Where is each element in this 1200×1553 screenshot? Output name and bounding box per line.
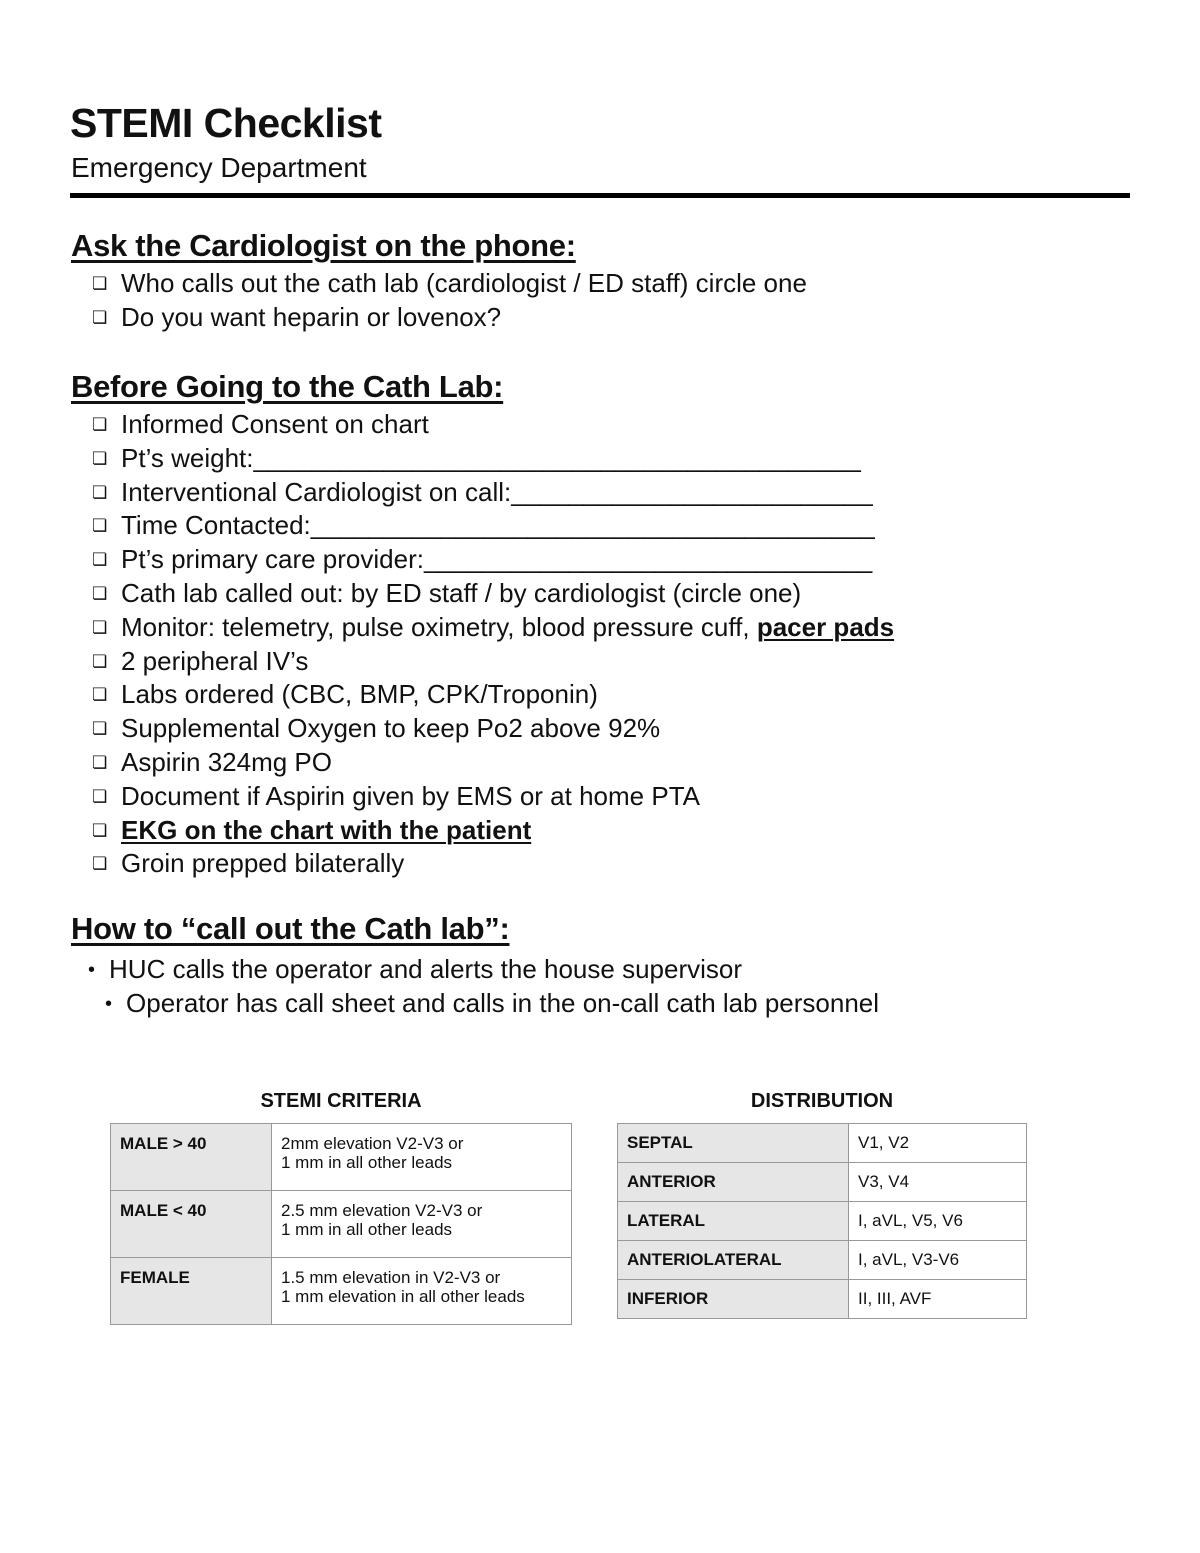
checklist-item: ❏ 2 peripheral IV’s <box>92 645 894 679</box>
checkbox-icon[interactable]: ❏ <box>92 550 108 570</box>
before-cath-lab-checklist <box>92 408 894 881</box>
checkbox-icon[interactable]: ❏ <box>92 719 108 739</box>
checklist-item: ❏ Pt’s weight:__________________________________________ <box>92 442 894 476</box>
table-row <box>618 1202 1027 1241</box>
stemi-criteria-caption: STEMI CRITERIA <box>260 1090 422 1112</box>
checklist-item: ❏ Groin prepped bilaterally <box>92 847 894 881</box>
bullet-item: • Operator has call sheet and calls in the on-call cath lab personnel <box>105 986 879 1020</box>
criteria-value: 2mm elevation V2-V3 or 1 mm in all other leads <box>272 1124 572 1191</box>
header-divider <box>70 193 1130 198</box>
distribution-label: SEPTAL <box>618 1124 849 1163</box>
checklist-item: ❏ Pt’s primary care provider:_______________________________ <box>92 543 894 577</box>
checklist-item: ❏ Time Contacted:_______________________________________ <box>92 509 894 543</box>
checkbox-icon[interactable]: ❏ <box>92 752 108 772</box>
distribution-label: ANTERIOLATERAL <box>618 1241 849 1280</box>
bullet-icon: • <box>88 959 96 981</box>
table-row <box>618 1241 1027 1280</box>
distribution-label: LATERAL <box>618 1202 849 1241</box>
call-out-sub-bullets <box>105 986 879 1020</box>
table-row <box>618 1163 1027 1202</box>
checklist-item: ❏ Interventional Cardiologist on call:_________________________ <box>92 476 894 510</box>
cardiologist-checklist <box>92 267 807 335</box>
checklist-item: ❏ Aspirin 324mg PO <box>92 746 894 780</box>
checkbox-icon[interactable]: ❏ <box>92 651 108 671</box>
checklist-item: ❏ Monitor: telemetry, pulse oximetry, blood pressure cuff, pacer pads <box>92 611 894 645</box>
checkbox-icon[interactable]: ❏ <box>92 415 108 434</box>
checkbox-icon[interactable]: ❏ <box>92 854 108 874</box>
table-row <box>111 1258 572 1325</box>
checkbox-icon[interactable]: ❏ <box>92 307 108 327</box>
distribution-value: V3, V4 <box>849 1163 1027 1202</box>
criteria-label: MALE > 40 <box>111 1124 272 1191</box>
checkbox-icon[interactable]: ❏ <box>92 820 108 840</box>
criteria-value: 2.5 mm elevation V2-V3 or 1 mm in all other leads <box>272 1191 572 1258</box>
checkbox-icon[interactable]: ❏ <box>92 482 108 502</box>
checkbox-icon[interactable]: ❏ <box>92 274 108 293</box>
distribution-table <box>617 1123 1027 1319</box>
checkbox-icon[interactable]: ❏ <box>92 617 108 637</box>
bullet-item: • HUC calls the operator and alerts the house supervisor <box>88 952 742 986</box>
table-row <box>618 1280 1027 1319</box>
table-row <box>111 1191 572 1258</box>
bullet-icon: • <box>105 993 113 1015</box>
table-row <box>111 1124 572 1191</box>
section-heading-before-cath-lab: Before Going to the Cath Lab: <box>71 369 504 404</box>
checkbox-icon[interactable]: ❏ <box>92 583 108 603</box>
page-title: STEMI Checklist <box>70 100 382 146</box>
criteria-label: MALE < 40 <box>111 1191 272 1258</box>
checklist-item: ❏ Do you want heparin or lovenox? <box>92 301 807 335</box>
checklist-item: ❏ Document if Aspirin given by EMS or at home PTA <box>92 780 894 814</box>
criteria-value: 1.5 mm elevation in V2-V3 or 1 mm elevation in all other leads <box>272 1258 572 1325</box>
checkbox-icon[interactable]: ❏ <box>92 448 108 468</box>
distribution-value: I, aVL, V5, V6 <box>849 1202 1027 1241</box>
checklist-item: ❏ Informed Consent on chart <box>92 408 894 442</box>
stemi-criteria-table <box>110 1123 572 1325</box>
checklist-item: ❏ Supplemental Oxygen to keep Po2 above 92% <box>92 712 894 746</box>
pacer-pads-emphasis: pacer pads <box>756 611 895 642</box>
checklist-item: ❏ EKG on the chart with the patient <box>92 814 894 848</box>
distribution-value: V1, V2 <box>849 1124 1027 1163</box>
checklist-item: ❏ Labs ordered (CBC, BMP, CPK/Troponin) <box>92 678 894 712</box>
distribution-caption: DISTRIBUTION <box>750 1090 894 1112</box>
distribution-label: INFERIOR <box>618 1280 849 1319</box>
section-heading-call-out: How to “call out the Cath lab”: <box>71 911 510 946</box>
distribution-value: II, III, AVF <box>849 1280 1027 1319</box>
distribution-label: ANTERIOR <box>618 1163 849 1202</box>
checklist-item: ❏ Cath lab called out: by ED staff / by cardiologist (circle one) <box>92 577 894 611</box>
section-heading-cardiologist: Ask the Cardiologist on the phone: <box>71 228 576 263</box>
call-out-bullets <box>88 952 742 986</box>
page-subtitle: Emergency Department <box>71 152 367 183</box>
criteria-label: FEMALE <box>111 1258 272 1325</box>
checkbox-icon[interactable]: ❏ <box>92 786 108 806</box>
checkbox-icon[interactable]: ❏ <box>92 516 108 536</box>
distribution-value: I, aVL, V3-V6 <box>849 1241 1027 1280</box>
checklist-item: ❏ Who calls out the cath lab (cardiologist / ED staff) circle one <box>92 267 807 301</box>
checkbox-icon[interactable]: ❏ <box>92 685 108 705</box>
table-row <box>618 1124 1027 1163</box>
